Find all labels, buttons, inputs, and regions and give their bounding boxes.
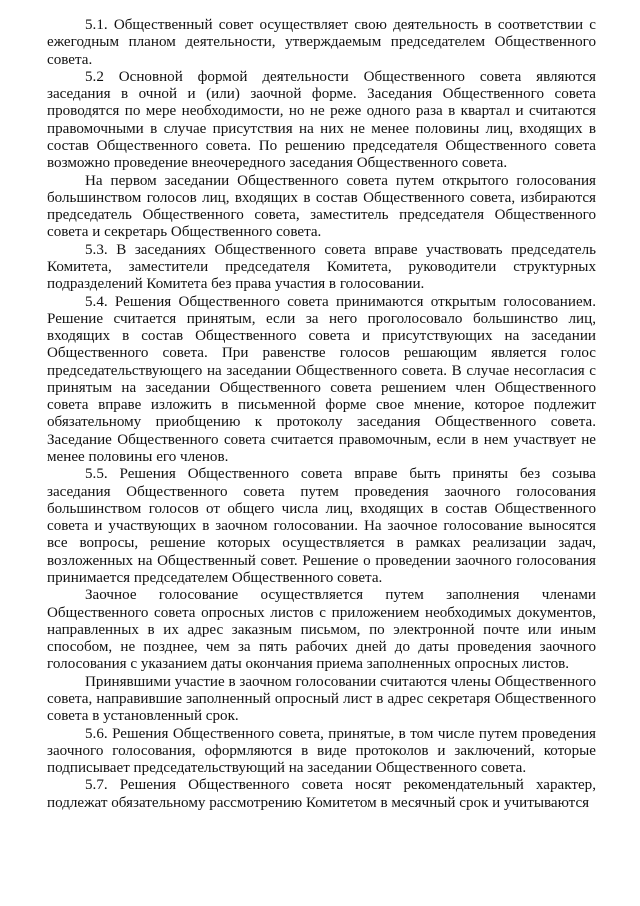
paragraph-5-1: 5.1. Общественный совет осуществляет свою деятельность в соответствии с ежегодным планом деятельности, утверждаемым председателем Общественного совета.: [47, 17, 596, 68]
paragraph-5-2: 5.2 Основной формой деятельности Общественного совета являются заседания в очной и (или) заочной форме. Заседания Общественного совета проводятся по мере необходимости, но не реже одного раза в квартал и считаются правомочными в случае присутствия на них не менее половины лиц, входящих в состав Общественного совета. По решению председателя Общественного совета возможно проведение внеочередного заседания Общественного совета.: [47, 68, 596, 172]
document-text: [47, 17, 596, 812]
paragraph-5-6: 5.6. Решения Общественного совета, принятые, в том числе путем проведения заочного голосования, оформляются в виде протоколов и заключений, которые подписывает председательствующий на заседании Общественного совета.: [47, 725, 596, 777]
paragraph-absentee-voting: Заочное голосование осуществляется путем заполнения членами Общественного совета опросных листов с приложением необходимых документов, направленных в их адрес заказным письмом, по электронной почте или иным способом, не позднее, чем за пять рабочих дней до даты проведения заочного голосования с указанием даты окончания приема заполненных опросных листов.: [47, 587, 596, 673]
paragraph-5-4: 5.4. Решения Общественного совета принимаются открытым голосованием. Решение считается принятым, если за него проголосовало большинство лиц, входящих в состав Общественного совета и присутствующих на заседании Общественного совета. При равенстве голосов решающим является голос председательствующего на заседании Общественного совета. В случае несогласия с принятым на заседании Общественного совета решением член Общественного совета вправе изложить в письменной форме свое мнение, которое подлежит обязательному приобщению к протоколу заседания Общественного совета. Заседание Общественного совета считается правомочным, если в нем участвует не менее половины его членов.: [47, 293, 596, 466]
paragraph-participants: Принявшими участие в заочном голосовании считаются члены Общественного совета, направившие заполненный опросный лист в адрес секретаря Общественного совета в установленный срок.: [47, 673, 596, 725]
paragraph-5-7: 5.7. Решения Общественного совета носят рекомендательный характер, подлежат обязательному рассмотрению Комитетом в месячный срок и учитываются: [47, 777, 596, 811]
paragraph-5-3: 5.3. В заседаниях Общественного совета вправе участвовать председатель Комитета, заместители председателя Комитета, руководители структурных подразделений Комитета без права участия в голосовании.: [47, 241, 596, 293]
paragraph-5-5: 5.5. Решения Общественного совета вправе быть приняты без созыва заседания Общественного совета путем проведения заочного голосования большинством голосов от общего числа лиц, входящих в состав Общественного совета и участвующих в заочном голосовании. На заочное голосование выносятся все вопросы, решение которых осуществляется в рамках реализации задач, возложенных на Общественный совет. Решение о проведении заочного голосования принимается председателем Общественного совета.: [47, 466, 596, 586]
paragraph-first-meeting: На первом заседании Общественного совета путем открытого голосования большинством голосов лиц, входящих в состав Общественного совета, избираются председатель Общественного совета, заместитель председателя Общественного совета и секретарь Общественного совета.: [47, 172, 596, 241]
